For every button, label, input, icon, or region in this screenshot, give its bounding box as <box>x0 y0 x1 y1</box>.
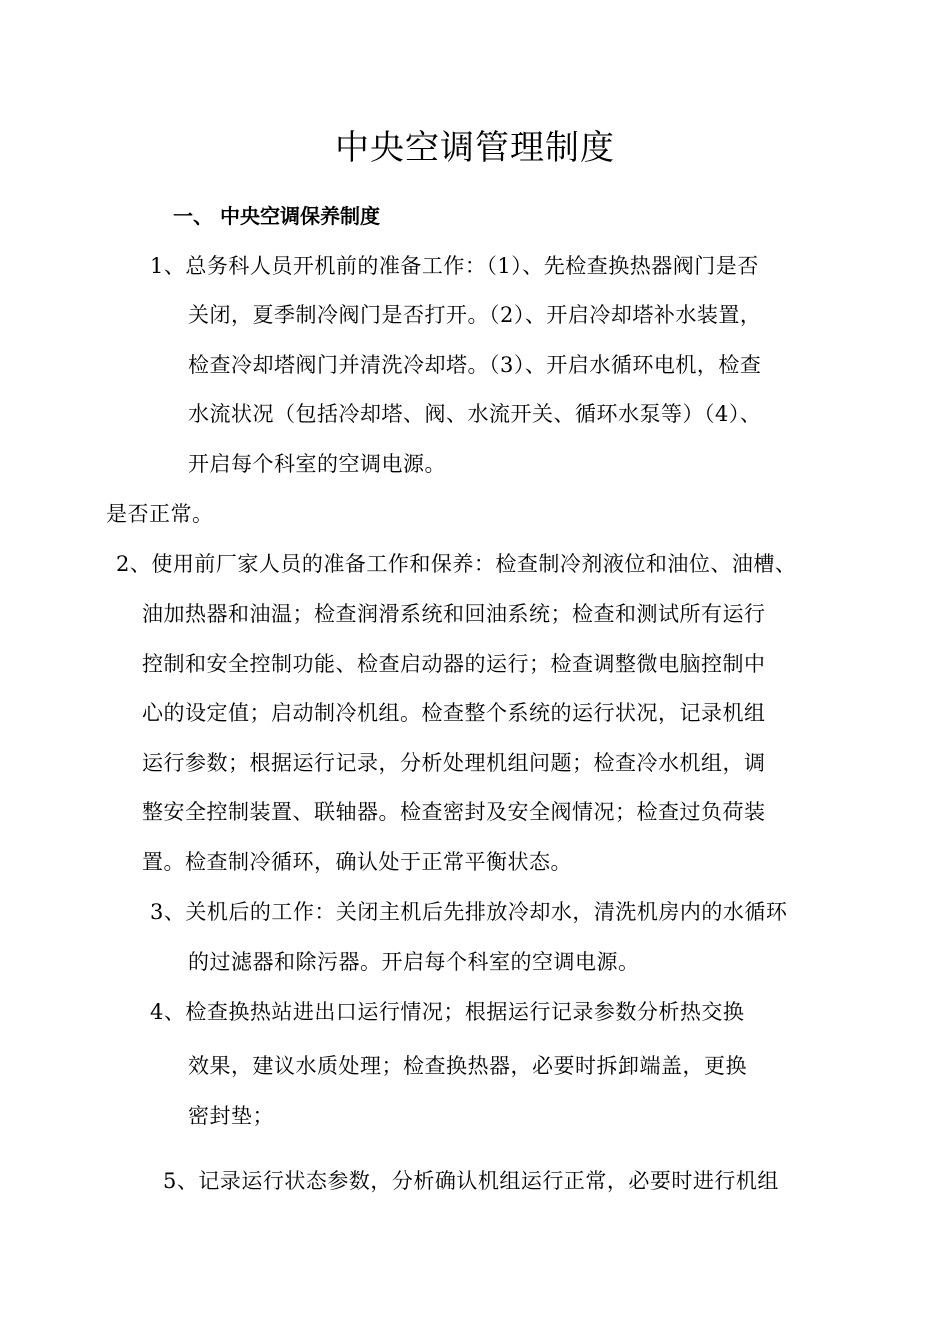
paragraph-line: 开启每个科室的空调电源。 <box>188 452 446 476</box>
paragraph-line: 4、检查换热站进出口运行情况；根据运行记录参数分析热交换 <box>150 1000 745 1024</box>
paragraph-line: 3、关机后的工作：关闭主机后先排放冷却水，清洗机房内的水循环 <box>150 900 788 924</box>
paragraph-line: 心的设定值；启动制冷机组。检查整个系统的运行状况，记录机组 <box>142 701 766 725</box>
paragraph-line: 运行参数；根据运行记录，分析处理机组问题；检查冷水机组，调 <box>142 751 766 775</box>
paragraph-line: 整安全控制装置、联轴器。检查密封及安全阀情况；检查过负荷装 <box>142 800 766 824</box>
paragraph-line: 密封垫； <box>188 1104 274 1128</box>
paragraph-line: 置。检查制冷循环，确认处于正常平衡状态。 <box>142 850 572 874</box>
page-title: 中央空调管理制度 <box>335 128 615 168</box>
section-heading: 一、 中央空调保养制度 <box>173 204 380 228</box>
paragraph-line: 5、记录运行状态参数，分析确认机组运行正常，必要时进行机组 <box>163 1169 779 1193</box>
paragraph-line: 1、总务科人员开机前的准备工作：（1）、先检查换热器阀门是否 <box>150 254 759 278</box>
paragraph-line: 水流状况（包括冷却塔、阀、水流开关、循环水泵等）（4）、 <box>188 402 762 426</box>
paragraph-line: 是否正常。 <box>106 502 214 526</box>
paragraph-line: 检查冷却塔阀门并清洗冷却塔。（3）、开启水循环电机，检查 <box>188 353 762 377</box>
paragraph-line: 2、使用前厂家人员的准备工作和保养：检查制冷剂液位和油位、油槽、 <box>116 552 797 576</box>
paragraph-line: 效果，建议水质处理；检查换热器，必要时拆卸端盖，更换 <box>188 1054 747 1078</box>
paragraph-line: 油加热器和油温；检查润滑系统和回油系统；检查和测试所有运行 <box>142 602 766 626</box>
paragraph-line: 控制和安全控制功能、检查启动器的运行；检查调整微电脑控制中 <box>142 652 766 676</box>
paragraph-line: 的过滤器和除污器。开启每个科室的空调电源。 <box>188 950 640 974</box>
paragraph-line: 关闭，夏季制冷阀门是否打开。（2）、开启冷却塔补水装置， <box>188 303 762 327</box>
